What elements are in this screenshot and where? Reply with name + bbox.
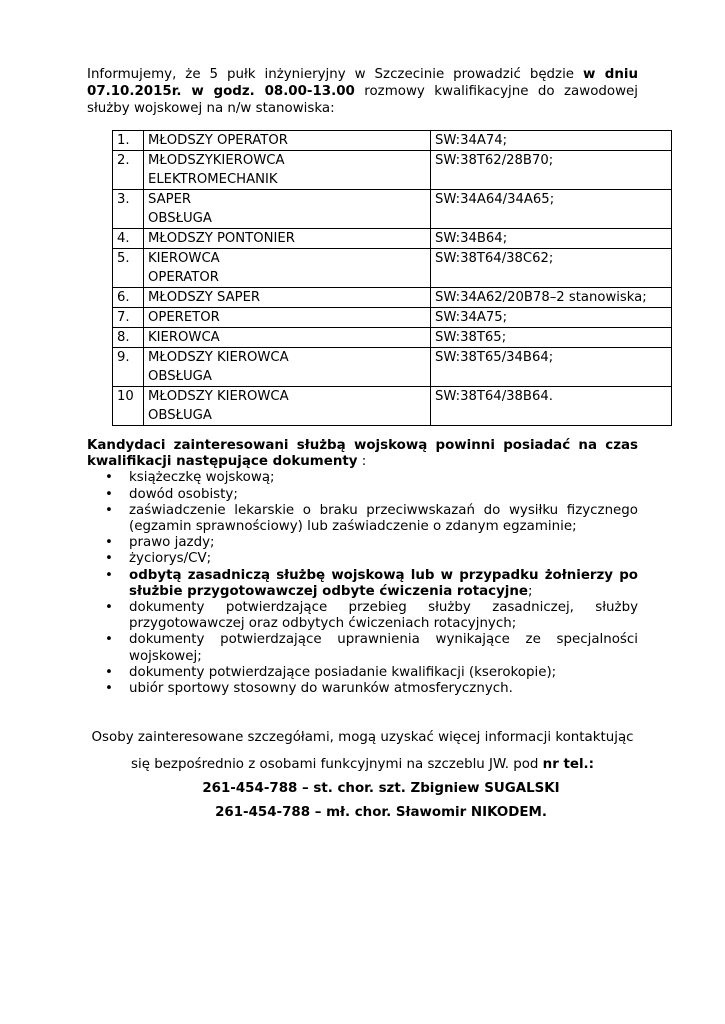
requirement-text: zaświadczenie lekarskie o braku przeciwwskazań do wysiłku fizycznego (egzamin sprawnościowy) lub zaświadczenie o zdanym egzaminie; [129,502,638,535]
position-name-line: KIEROWCA [148,330,220,345]
position-name [144,190,431,229]
table-row [113,249,672,288]
requirement-text: prawo jazdy; [129,535,215,551]
position-number: 7. [113,308,144,328]
position-number: 3. [113,190,144,229]
position-name [144,151,431,190]
table-row [113,328,672,348]
intro-text-start: Informujemy, że 5 pułk inżynieryjny w Szczecinie prowadzić będzie [87,67,584,82]
requirement-text: odbytą zasadniczą służbę wojskową lub w przypadku żołnierzy po służbie przygotowawczej odbyte ćwiczenia rotacyjne [129,567,638,599]
list-item [129,568,638,600]
position-code: SW:34A74; [431,131,672,151]
position-name [144,308,431,328]
requirement-text: ubiór sportowy stosowny do warunków atmosferycznych. [129,681,513,697]
position-code: SW:38T64/38C62; [431,249,672,288]
requirements-heading-bold: Kandydaci zainteresowani służbą wojskową powinni posiadać na czas kwalifikacji następujące dokumenty [87,438,638,470]
position-name-line: OPERATOR [148,270,219,285]
intro-text-end: rozmowy kwalifikacyjne do zawodowej służby wojskowej na n/w stanowiska: [87,84,638,116]
position-name [144,229,431,249]
list-item [129,503,638,535]
position-number: 10 [113,387,144,426]
position-name-line: MŁODSZY PONTONIER [148,231,295,246]
table-row [113,131,672,151]
intro-date-time: w dniu 07.10.2015r. w godz. 08.00-13.00 [87,67,638,99]
position-name-line: OPERETOR [148,310,220,325]
position-code: SW:34B64; [431,229,672,249]
table-row [113,151,672,190]
list-item [129,632,638,664]
position-number: 1. [113,131,144,151]
requirements-heading-tail: : [357,454,367,470]
intro-paragraph [87,66,638,117]
table-row [113,190,672,229]
list-item [129,470,638,486]
position-name [144,387,431,426]
requirement-text: dokumenty potwierdzające uprawnienia wynikające ze specjalności wojskowej; [129,632,638,664]
position-name-line: OBSŁUGA [148,211,212,226]
requirement-text: książeczkę wojskową; [129,470,275,486]
list-item [129,487,638,503]
position-name-line: MŁODSZY KIEROWCA [148,350,289,365]
table-row [113,348,672,387]
position-name [144,348,431,387]
requirements-heading [87,438,638,470]
list-item [129,551,638,567]
position-name [144,249,431,288]
position-number: 2. [113,151,144,190]
table-row [113,288,672,308]
position-number: 6. [113,288,144,308]
list-item [129,665,638,681]
positions-table-body [113,131,672,426]
contact-phone-label: nr tel.: [542,757,594,772]
requirement-tail: ; [528,583,533,599]
contact-line-2 [0,757,725,772]
position-name-line: MŁODSZY OPERATOR [148,133,288,148]
position-code: SW:38T65/34B64; [431,348,672,387]
requirement-text: dowód osobisty; [129,486,238,502]
position-name-line: MŁODSZY SAPER [148,290,261,305]
requirement-text: życiorys/CV; [129,551,212,567]
position-number: 9. [113,348,144,387]
position-number: 5. [113,249,144,288]
position-name [144,288,431,308]
table-row [113,229,672,249]
list-item [129,600,638,632]
position-number: 8. [113,328,144,348]
position-name-line: MŁODSZY KIEROWCA [148,389,289,404]
position-code: SW:34A64/34A65; [431,190,672,229]
position-name-line: ELEKTROMECHANIK [148,172,278,187]
position-number: 4. [113,229,144,249]
table-row [113,387,672,426]
position-name-line: MŁODSZYKIEROWCA [148,153,285,168]
position-name-line: OBSŁUGA [148,408,212,423]
position-code: SW:38T64/38B64. [431,387,672,426]
position-name-line: OBSŁUGA [148,369,212,384]
contact-line-1: Osoby zainteresowane szczegółami, mogą uzyskać więcej informacji kontaktując [91,730,634,745]
list-item [129,535,638,551]
requirement-text: dokumenty potwierdzające przebieg służby zasadniczej, służby przygotowawczej oraz odbytych ćwiczeniach rotacyjnych; [129,600,638,632]
position-code: SW:38T62/28B70; [431,151,672,190]
contact-line-2-text: się bezpośrednio z osobami funkcyjnymi na szczeblu JW. pod [131,757,543,772]
position-code: SW:34A62/20B78–2 stanowiska; [431,288,672,308]
list-item [129,681,638,697]
position-name [144,131,431,151]
contact-phone-2: 261-454-788 – mł. chor. Sławomir NIKODEM. [215,805,547,820]
requirements-section [87,438,638,697]
position-code: SW:34A75; [431,308,672,328]
table-row [113,308,672,328]
position-code: SW:38T65; [431,328,672,348]
position-name-line: KIEROWCA [148,251,220,266]
requirements-list [87,470,638,697]
position-name [144,328,431,348]
requirement-text: dokumenty potwierdzające posiadanie kwalifikacji (kserokopie); [129,664,557,680]
contact-phone-1: 261-454-788 – st. chor. szt. Zbigniew SUGALSKI [202,781,560,796]
positions-table [112,130,672,426]
position-name-line: SAPER [148,192,192,207]
